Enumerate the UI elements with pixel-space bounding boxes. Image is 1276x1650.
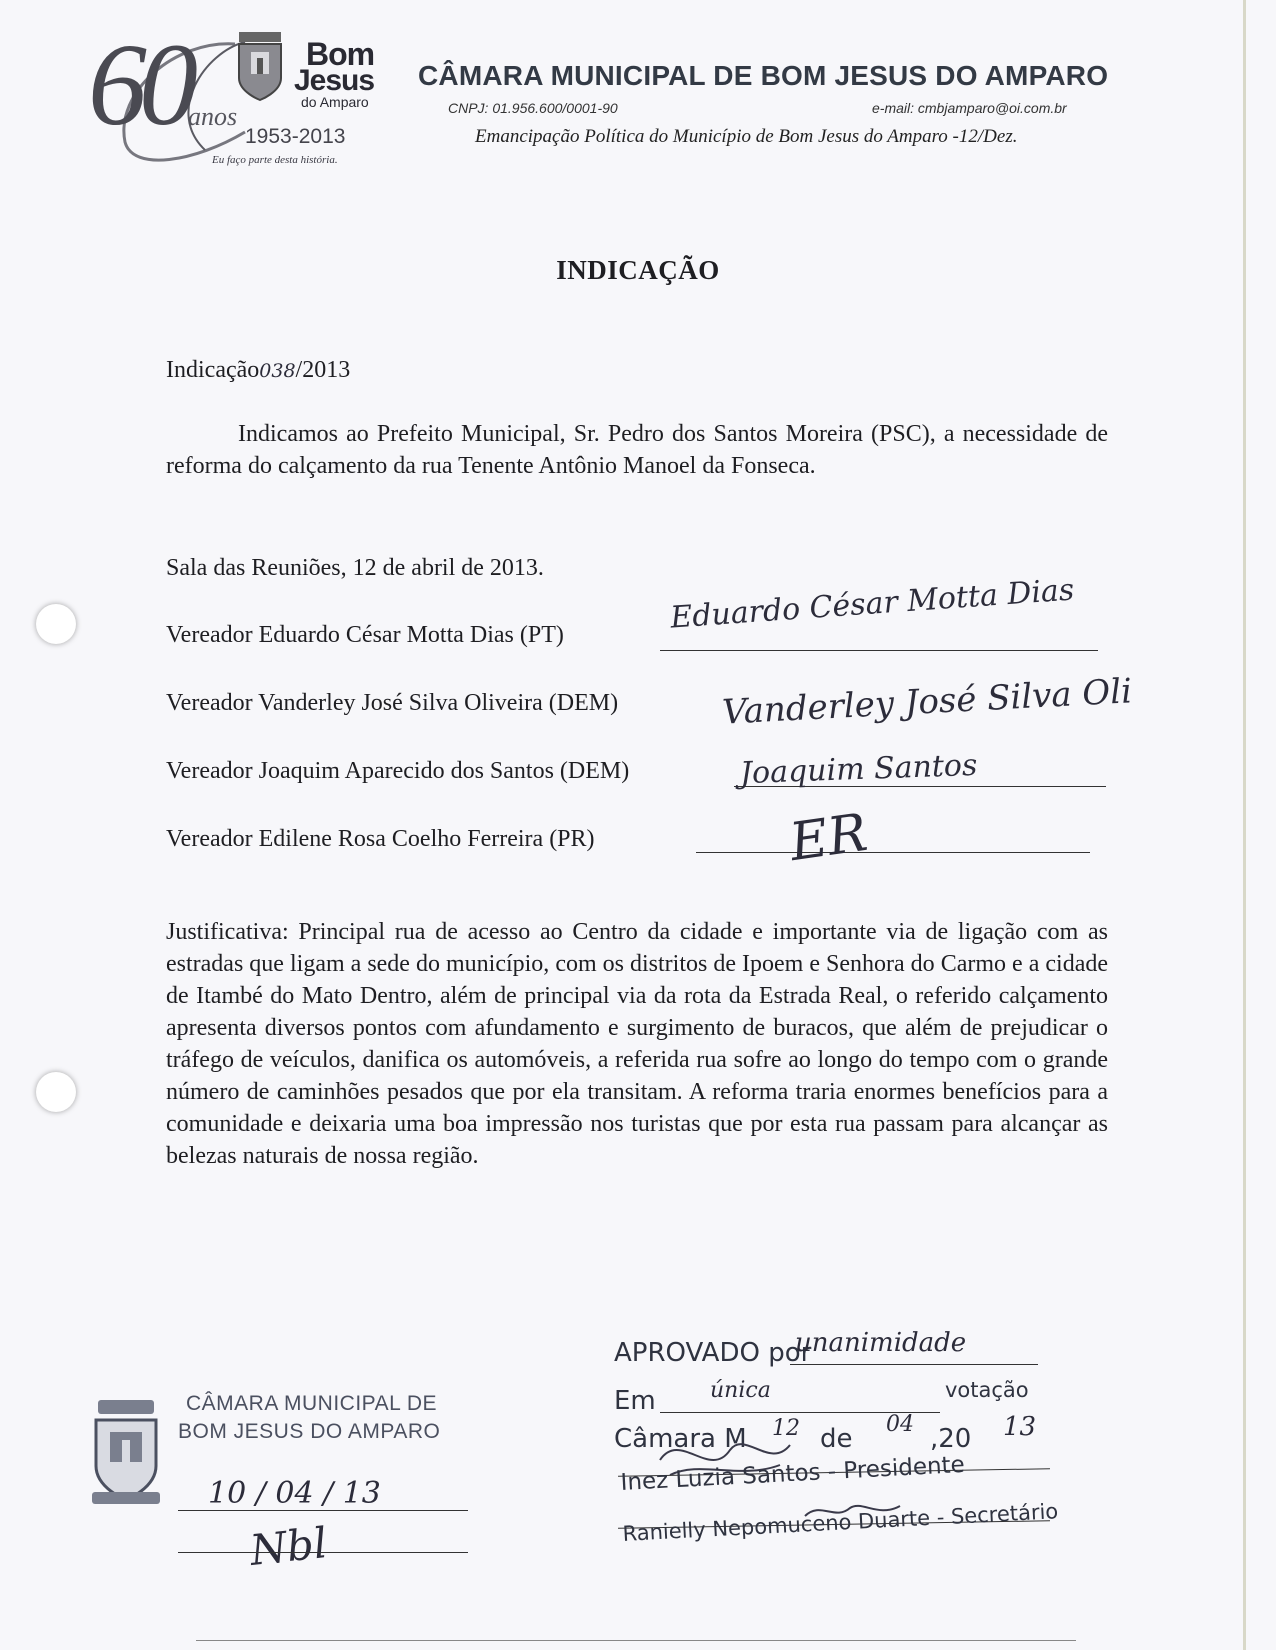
de-label: de [820,1424,853,1454]
approval-year: 13 [1003,1412,1037,1442]
logo-anos: anos [188,102,238,131]
approved-label: APROVADO por [614,1338,812,1368]
indication-paragraph: Indicamos ao Prefeito Municipal, Sr. Pedro dos Santos Moreira (PSC), a necessidade de reforma do calçamento da rua Tenente Antônio Manoel da Fonseca. [166,421,1108,479]
vereador-2-signature: Vanderley José Silva Oli [721,671,1133,733]
vereador-4-signature: ER [786,802,871,874]
emancipation-line: Emancipação Política do Município de Bom Jesus do Amparo -12/Dez. [475,126,1018,147]
indication-handwritten-number: 038 [259,360,296,382]
indication-number [166,354,350,387]
stamp-left-signature: Nbl [247,1518,330,1575]
document-title: INDICAÇÃO [556,255,720,285]
vereador-4-label: Vereador Edilene Rosa Coelho Ferreira (PR) [166,826,595,852]
municipal-crest-icon [233,30,287,104]
institution-title: CÂMARA MUNICIPAL DE BOM JESUS DO AMPARO [418,60,1109,91]
place-date: Sala das Reuniões, 12 de abril de 2013. [166,555,544,581]
page-edge [1243,0,1246,1650]
indication-suffix: /2013 [295,357,351,383]
justification: Justificativa: Principal rua de acesso ao Centro da cidade e importante via de ligação com as estradas que ligam a sede do município, com os distritos de Ipoem e Senhora do Carmo e a cidade de Itambé do Mato Dentro, além de principal via da rota da Estrada Real, o referido calçamento apresenta diversos pontos com afundamento e surgimento de buracos, que além de prejudicar o tráfego de veículos, danifica os automóveis, a referida rua sofre ao longo do tempo com o grande número de caminhões pesados que por ela transitam. A reforma traria enormes benefícios para a comunidade e deixaria uma boa impressão nos turistas que por esta rua passam para alcançar as belezas naturais de nossa região. [166,919,1108,1169]
vereador-2-label: Vereador Vanderley José Silva Oliveira (DEM) [166,690,619,716]
secretary-name: Ranielly Nepomuceno Duarte - Secretário [622,1499,1059,1546]
punch-hole [36,1072,76,1112]
logo-sixty: 60 [88,19,190,150]
cnpj: CNPJ: 01.956.600/0001-90 [448,100,618,116]
signature-line [660,650,1098,651]
stamp-left-line1: CÂMARA MUNICIPAL DE [186,1392,438,1415]
approved-line [790,1364,1038,1365]
year-prefix: ,20 [930,1424,972,1454]
footer-line [196,1640,1076,1641]
em-value: única [710,1378,771,1403]
approval-day: 12 [772,1416,800,1441]
approved-value: unanimidade [795,1328,967,1358]
stamp-left-date: 10 / 04 / 13 [208,1476,381,1511]
logo-brand-bom: Bom [306,36,375,72]
council-crest-icon [90,1398,162,1506]
stamp-date-line [178,1510,468,1511]
vereador-3-signature: Joaquim Santos [739,747,978,792]
president-name: Inez Luzia Santos - Presidente [620,1451,966,1496]
stamp-left-line2: BOM JESUS DO AMPARO [178,1420,441,1443]
email: e-mail: cmbjamparo@oi.com.br [872,100,1067,116]
logo-years: 1953-2013 [245,125,346,148]
indication-prefix: Indicação [166,357,260,383]
logo-brand-jesus: Jesus [294,64,375,97]
logo-motto: Eu faço parte desta história. [212,154,338,166]
vereador-1-label: Vereador Eduardo César Motta Dias (PT) [166,622,564,648]
votacao-label: votação [945,1378,1029,1402]
vereador-3-label: Vereador Joaquim Aparecido dos Santos (DEM) [166,758,630,784]
approval-month: 04 [886,1412,914,1437]
em-label: Em [614,1386,656,1416]
camara-label: Câmara M [614,1424,747,1454]
stamp-signature-line [178,1552,468,1553]
signature-line [696,852,1090,853]
logo-brand-do-amparo: do Amparo [301,94,369,110]
punch-hole [36,604,76,644]
vereador-1-signature: Eduardo César Motta Dias [669,572,1076,636]
